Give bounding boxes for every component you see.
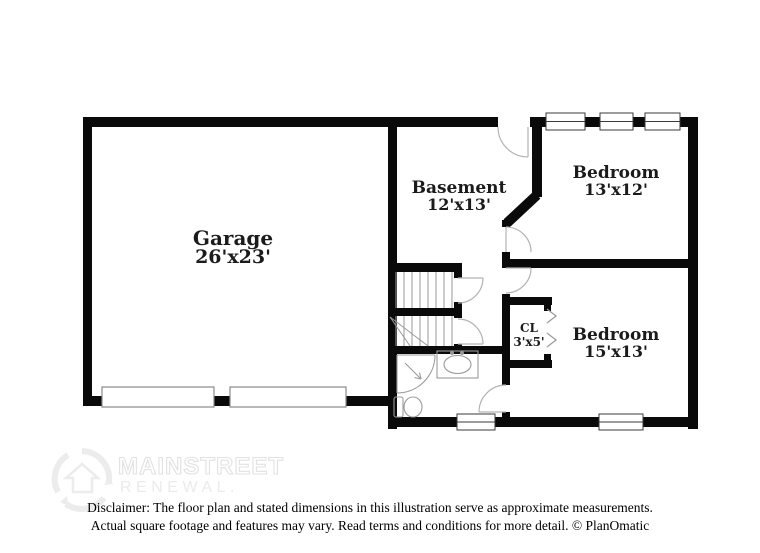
room-dims-garage: 26'x23'	[195, 246, 271, 268]
room-dims-basement: 12'x13'	[427, 195, 491, 214]
room-label-closet: CL	[520, 321, 538, 335]
room-label-garage: Garage	[192, 226, 274, 250]
room-label-basement: Basement	[411, 178, 507, 198]
disclaimer-line-2: Actual square footage and features may vary. Read terms and conditions for more detail. © PlanOmatic	[90, 517, 650, 533]
disclaimer-text	[0, 499, 740, 534]
window	[599, 414, 643, 430]
room-dims-bedroom-bottom: 15'x13'	[584, 342, 648, 361]
window	[600, 113, 633, 130]
logo-subtitle: RENEWAL.	[120, 479, 239, 496]
window	[546, 113, 585, 130]
room-dims-bedroom-top: 13'x12'	[584, 180, 648, 199]
garage-door	[230, 387, 346, 407]
windows	[457, 113, 680, 430]
room-dims-closet: 3'x5'	[513, 335, 545, 349]
shower	[397, 355, 435, 393]
room-label-bedroom-bottom: Bedroom	[572, 325, 660, 345]
logo-title: MAINSTREET	[118, 453, 284, 480]
room-label-bedroom-top: Bedroom	[572, 163, 660, 183]
garage-door	[102, 387, 214, 407]
disclaimer-line-1: Disclaimer: The floor plan and stated dimensions in this illustration serve as approximate measurements.	[87, 500, 653, 515]
closet-bifold-doors	[547, 309, 556, 347]
window	[645, 113, 680, 130]
bathroom-fixtures	[394, 351, 478, 417]
sink-vanity	[437, 351, 478, 378]
toilet	[394, 397, 422, 417]
window	[457, 414, 495, 430]
